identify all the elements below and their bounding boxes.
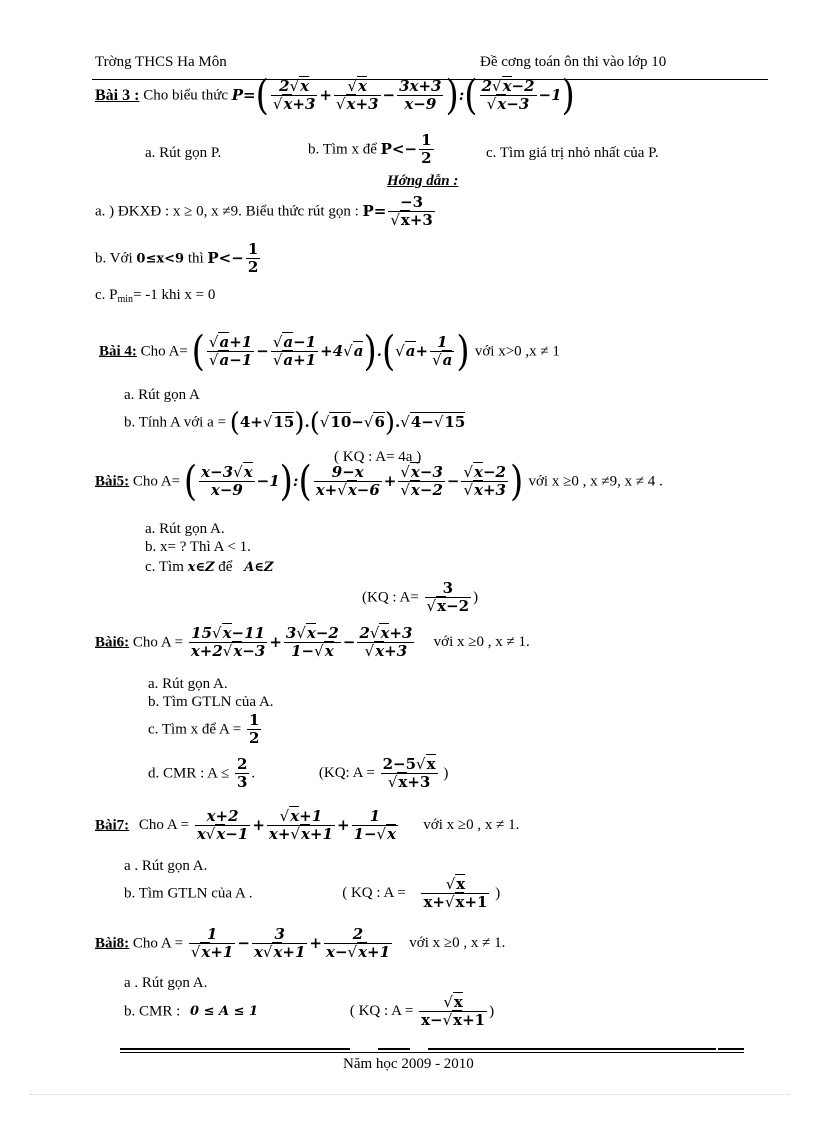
guide-title: Hớng dẫn : [387, 173, 459, 189]
problem-5-a: a. Rút gọn A. [145, 521, 225, 537]
header-school: Trờng THCS Ha Môn [95, 54, 227, 70]
problem-3-c: c. Tìm giá trị nhỏ nhất của P. [486, 145, 659, 161]
expression-a7: $\frac{x+2}{x√x-1}$ + $\frac{√x+1}{x+√x+1}$ + $\frac{1}{1-√x}$ [196, 807, 397, 844]
problem-6-label: Bài6: [95, 634, 130, 651]
footer-rule-mid [378, 1048, 410, 1050]
problem-6-d: d. CMR : A ≤ $\frac{2}{3}$ . (KQ: A = $\frac{2-5√x}{√x+3}$ ) [148, 755, 449, 792]
problem-8-label: Bài8: [95, 935, 130, 952]
footer-rule-right [428, 1048, 716, 1050]
problem-5-answer: (KQ : A= $\frac{3}{√x-2}$ ) [362, 579, 479, 616]
problem-5-label: Bài5: [95, 473, 130, 490]
problem-4-label: Bài 4: [99, 343, 137, 360]
problem-7-label: Bài7: [95, 817, 130, 834]
expression-p: P=( $\frac{2√x}{√x+3}$ + $\frac{√x}{√x+3}$ − $\frac{3x+3}{x-9}$ ):( $\frac{2√x-2}{√x-3}$ −1) [231, 71, 575, 120]
problem-4-answer: ( KQ : A= 4a ) [334, 449, 422, 465]
expression-a8: $\frac{1}{√x+1}$ − $\frac{3}{x√x+1}$ + $\frac{2}{x-√x+1}$ [190, 925, 391, 962]
problem-4-a: a. Rút gọn A [124, 387, 200, 403]
problem-3-label: Bài 3 : [95, 86, 140, 104]
footer-rule-left [120, 1048, 350, 1050]
problem-5-c: c. Tìm x∈Z để A∈Z [145, 559, 274, 575]
problem-6-a: a. Rút gọn A. [148, 676, 228, 692]
problem-3-b: b. Tìm x để P<− $\frac{1}{2}$ [308, 131, 432, 168]
problem-8-a: a . Rút gọn A. [124, 975, 208, 991]
footer-rule-thin [120, 1052, 744, 1053]
footer-year: Năm học 2009 - 2010 [343, 1056, 474, 1072]
expression-a5: ( $\frac{x-3√x}{x-9}$ −1):( $\frac{9-x}{x+√x-6}$ + $\frac{√x-3}{√x-2}$ − $\frac{√x-2}{√x+3}$ ) [183, 457, 524, 506]
page-bottom-dots [30, 1094, 790, 1095]
guide-a: a. ) ĐKXĐ : x ≥ 0, x ≠9. Biểu thức rút gọn : P= $\frac{-3}{√x+3}$ [95, 193, 433, 230]
problem-6-b: b. Tìm GTLN của A. [148, 694, 274, 710]
problem-3: Bài 3 : Cho biểu thức P=( $\frac{2√x}{√x+3}$ + $\frac{√x}{√x+3}$ − $\frac{3x+3}{x-9}$ ):( $\frac{2√x-2}{√x-3}$ −1) [95, 71, 575, 120]
header-title: Đề cơng toán ôn thi vào lớp 10 [480, 54, 667, 70]
problem-6: Bài6: Cho A = $\frac{15√x-11}{x+2√x-3}$ + $\frac{3√x-2}{1-√x}$ − $\frac{2√x+3}{√x+3}$ với x ≥0 , x ≠ 1. [95, 624, 530, 661]
expression-a4: ( $\frac{√a+1}{√a-1}$ − $\frac{√a-1}{√a+1}$ +4√a).(√a+ $\frac{1}{√a}$ ) [191, 327, 470, 376]
problem-7: Bài7: Cho A = $\frac{x+2}{x√x-1}$ + $\frac{√x+1}{x+√x+1}$ + $\frac{1}{1-√x}$ với x ≥0 , x ≠ 1. [95, 807, 520, 844]
problem-6-c: c. Tìm x để A = $\frac{1}{2}$ [148, 711, 260, 748]
problem-3-a: a. Rút gọn P. [145, 145, 222, 161]
expression-a6: $\frac{15√x-11}{x+2√x-3}$ + $\frac{3√x-2}{1-√x}$ − $\frac{2√x+3}{√x+3}$ [190, 624, 413, 661]
problem-7-a: a . Rút gọn A. [124, 858, 208, 874]
problem-7-b: b. Tìm GTLN của A . ( KQ : A = $\frac{√x}{x+√x+1}$ ) [124, 875, 501, 912]
problem-4-b: b. Tính A với a = (4+√15).(√10−√6).√4−√15 [124, 408, 466, 438]
problem-5-b: b. x= ? Thì A < 1. [145, 539, 251, 555]
guide-b: b. Với 0≤x<9 thì P<− $\frac{1}{2}$ [95, 240, 259, 277]
footer-rule-end [718, 1048, 744, 1050]
guide-c: c. $P_{min}= -1$ khi x = 0 [95, 287, 216, 305]
problem-8-b: b. CMR : 0 ≤ A ≤ 1 ( KQ : A = $\frac{√x}{x-√x+1}$ ) [124, 993, 495, 1030]
problem-4: Bài 4: Cho A= ( $\frac{√a+1}{√a-1}$ − $\frac{√a-1}{√a+1}$ +4√a).(√a+ $\frac{1}{√a}$ ) với x>0 ,x ≠ 1 [99, 327, 560, 376]
problem-5: Bài5: Cho A= ( $\frac{x-3√x}{x-9}$ −1):( $\frac{9-x}{x+√x-6}$ + $\frac{√x-3}{√x-2}$ − $\frac{√x-2}{√x+3}$ ) với x ≥0 , x ≠9, x ≠ 4 . [95, 457, 663, 506]
problem-8: Bài8: Cho A = $\frac{1}{√x+1}$ − $\frac{3}{x√x+1}$ + $\frac{2}{x-√x+1}$ với x ≥0 , x ≠ 1. [95, 925, 506, 962]
